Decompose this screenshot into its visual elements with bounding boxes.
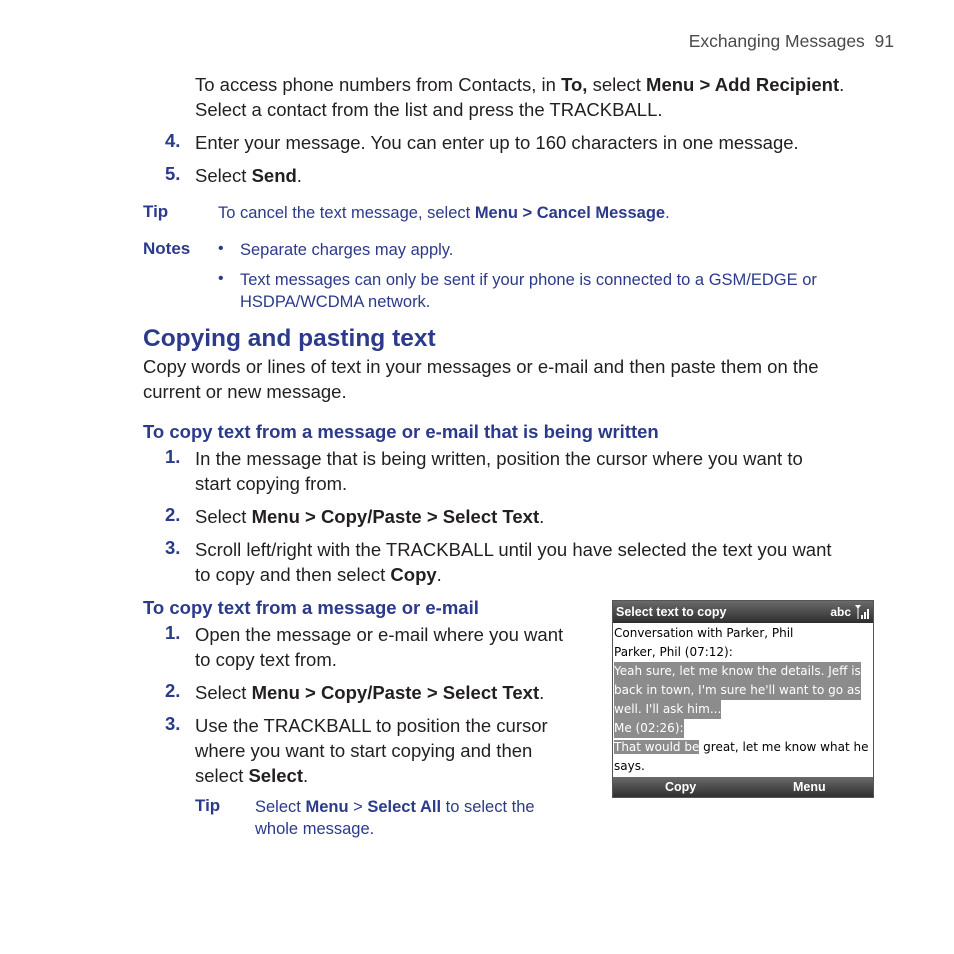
copy-command: Copy xyxy=(390,564,437,585)
selected-text-line: Me (02:26): xyxy=(614,719,684,738)
step-number: 5. xyxy=(165,163,181,184)
tip-label: Tip xyxy=(143,202,169,221)
running-header xyxy=(689,31,894,52)
section-description: Copy words or lines of text in your messages or e-mail and then paste them on the current or new message. xyxy=(143,356,819,402)
message-line: That would be great, let me know what he xyxy=(614,740,869,754)
tip-label: Tip xyxy=(195,796,221,815)
bullet: • xyxy=(218,240,224,257)
selected-text-line: well. I'll ask him... xyxy=(614,700,721,719)
menu-path: Menu > Copy/Paste > Select Text xyxy=(251,682,540,703)
procedure-title: To copy text from a message or e-mail xyxy=(143,597,479,618)
intro-text: select xyxy=(587,74,647,95)
phone-screenshot xyxy=(612,600,874,798)
step-text: Select Send. xyxy=(195,165,302,186)
selected-text-line: Yeah sure, let me know the details. Jeff is xyxy=(614,662,861,681)
step-text: Open the message or e-mail where you want to copy text from. xyxy=(195,624,564,670)
step-number: 2. xyxy=(165,504,181,525)
note-item: Separate charges may apply. xyxy=(240,241,454,259)
selected-text-line: back in town, I'm sure he'll want to go as xyxy=(614,681,861,700)
tip-text: To cancel the text message, select Menu > Cancel Message. xyxy=(218,204,670,222)
note-item: Text messages can only be sent if your phone is connected to a GSM/EDGE or HSDPA/WCDMA network. xyxy=(240,271,817,311)
select-command: Select xyxy=(248,765,303,786)
section-title: Copying and pasting text xyxy=(143,325,436,352)
step-number: 3. xyxy=(165,537,181,558)
step-number: 2. xyxy=(165,680,181,701)
intro-text: . xyxy=(839,74,845,95)
signal-icon xyxy=(854,604,870,620)
message-body[interactable] xyxy=(614,624,872,776)
step-number: 1. xyxy=(165,622,181,643)
step-text: Enter your message. You can enter up to 160 characters in one message. xyxy=(195,132,799,153)
step-number: 3. xyxy=(165,713,181,734)
phone-title: Select text to copy xyxy=(616,605,727,619)
menu-path: Menu > Copy/Paste > Select Text xyxy=(251,506,540,527)
step-text: Use the TRACKBALL to position the cursor where you want to start copying and then select Select. xyxy=(195,715,548,786)
bullet: • xyxy=(218,270,224,287)
input-mode-indicator: abc xyxy=(830,605,851,619)
step-text: Scroll left/right with the TRACKBALL until you have selected the text you want to copy and then select Copy. xyxy=(195,539,832,585)
message-line: says. xyxy=(614,759,645,773)
step-text: In the message that is being written, position the cursor where you want to start copying from. xyxy=(195,448,803,494)
notes-label: Notes xyxy=(143,239,191,258)
step-number: 1. xyxy=(165,446,181,467)
menu-soft-key[interactable]: Menu xyxy=(793,780,826,794)
intro-to-field: To, xyxy=(561,74,588,95)
intro-paragraph xyxy=(195,72,895,122)
section-name: Exchanging Messages xyxy=(688,31,865,51)
step-text: Select Menu > Copy/Paste > Select Text. xyxy=(195,682,545,703)
page-number: 91 xyxy=(874,31,894,51)
intro-menu-path: Menu > Add Recipient xyxy=(646,74,840,95)
procedure-title: To copy text from a message or e-mail that is being written xyxy=(143,421,659,442)
copy-soft-key[interactable]: Copy xyxy=(665,780,697,794)
intro-line2: Select a contact from the list and press the TRACKBALL. xyxy=(195,99,663,120)
message-line: Parker, Phil (07:12): xyxy=(614,645,733,659)
cancel-command: Menu > Cancel Message xyxy=(474,204,666,222)
message-line: Conversation with Parker, Phil xyxy=(614,626,794,640)
soft-key-bar xyxy=(613,777,873,797)
intro-text: To access phone numbers from Contacts, in xyxy=(195,74,562,95)
step-text: Select Menu > Copy/Paste > Select Text. xyxy=(195,506,545,527)
selected-text: That would be xyxy=(614,740,700,754)
send-command: Send xyxy=(251,165,297,186)
tip-text: Select Menu > Select All to select the whole message. xyxy=(255,798,535,838)
step-number: 4. xyxy=(165,130,181,151)
phone-title-bar xyxy=(613,601,873,623)
